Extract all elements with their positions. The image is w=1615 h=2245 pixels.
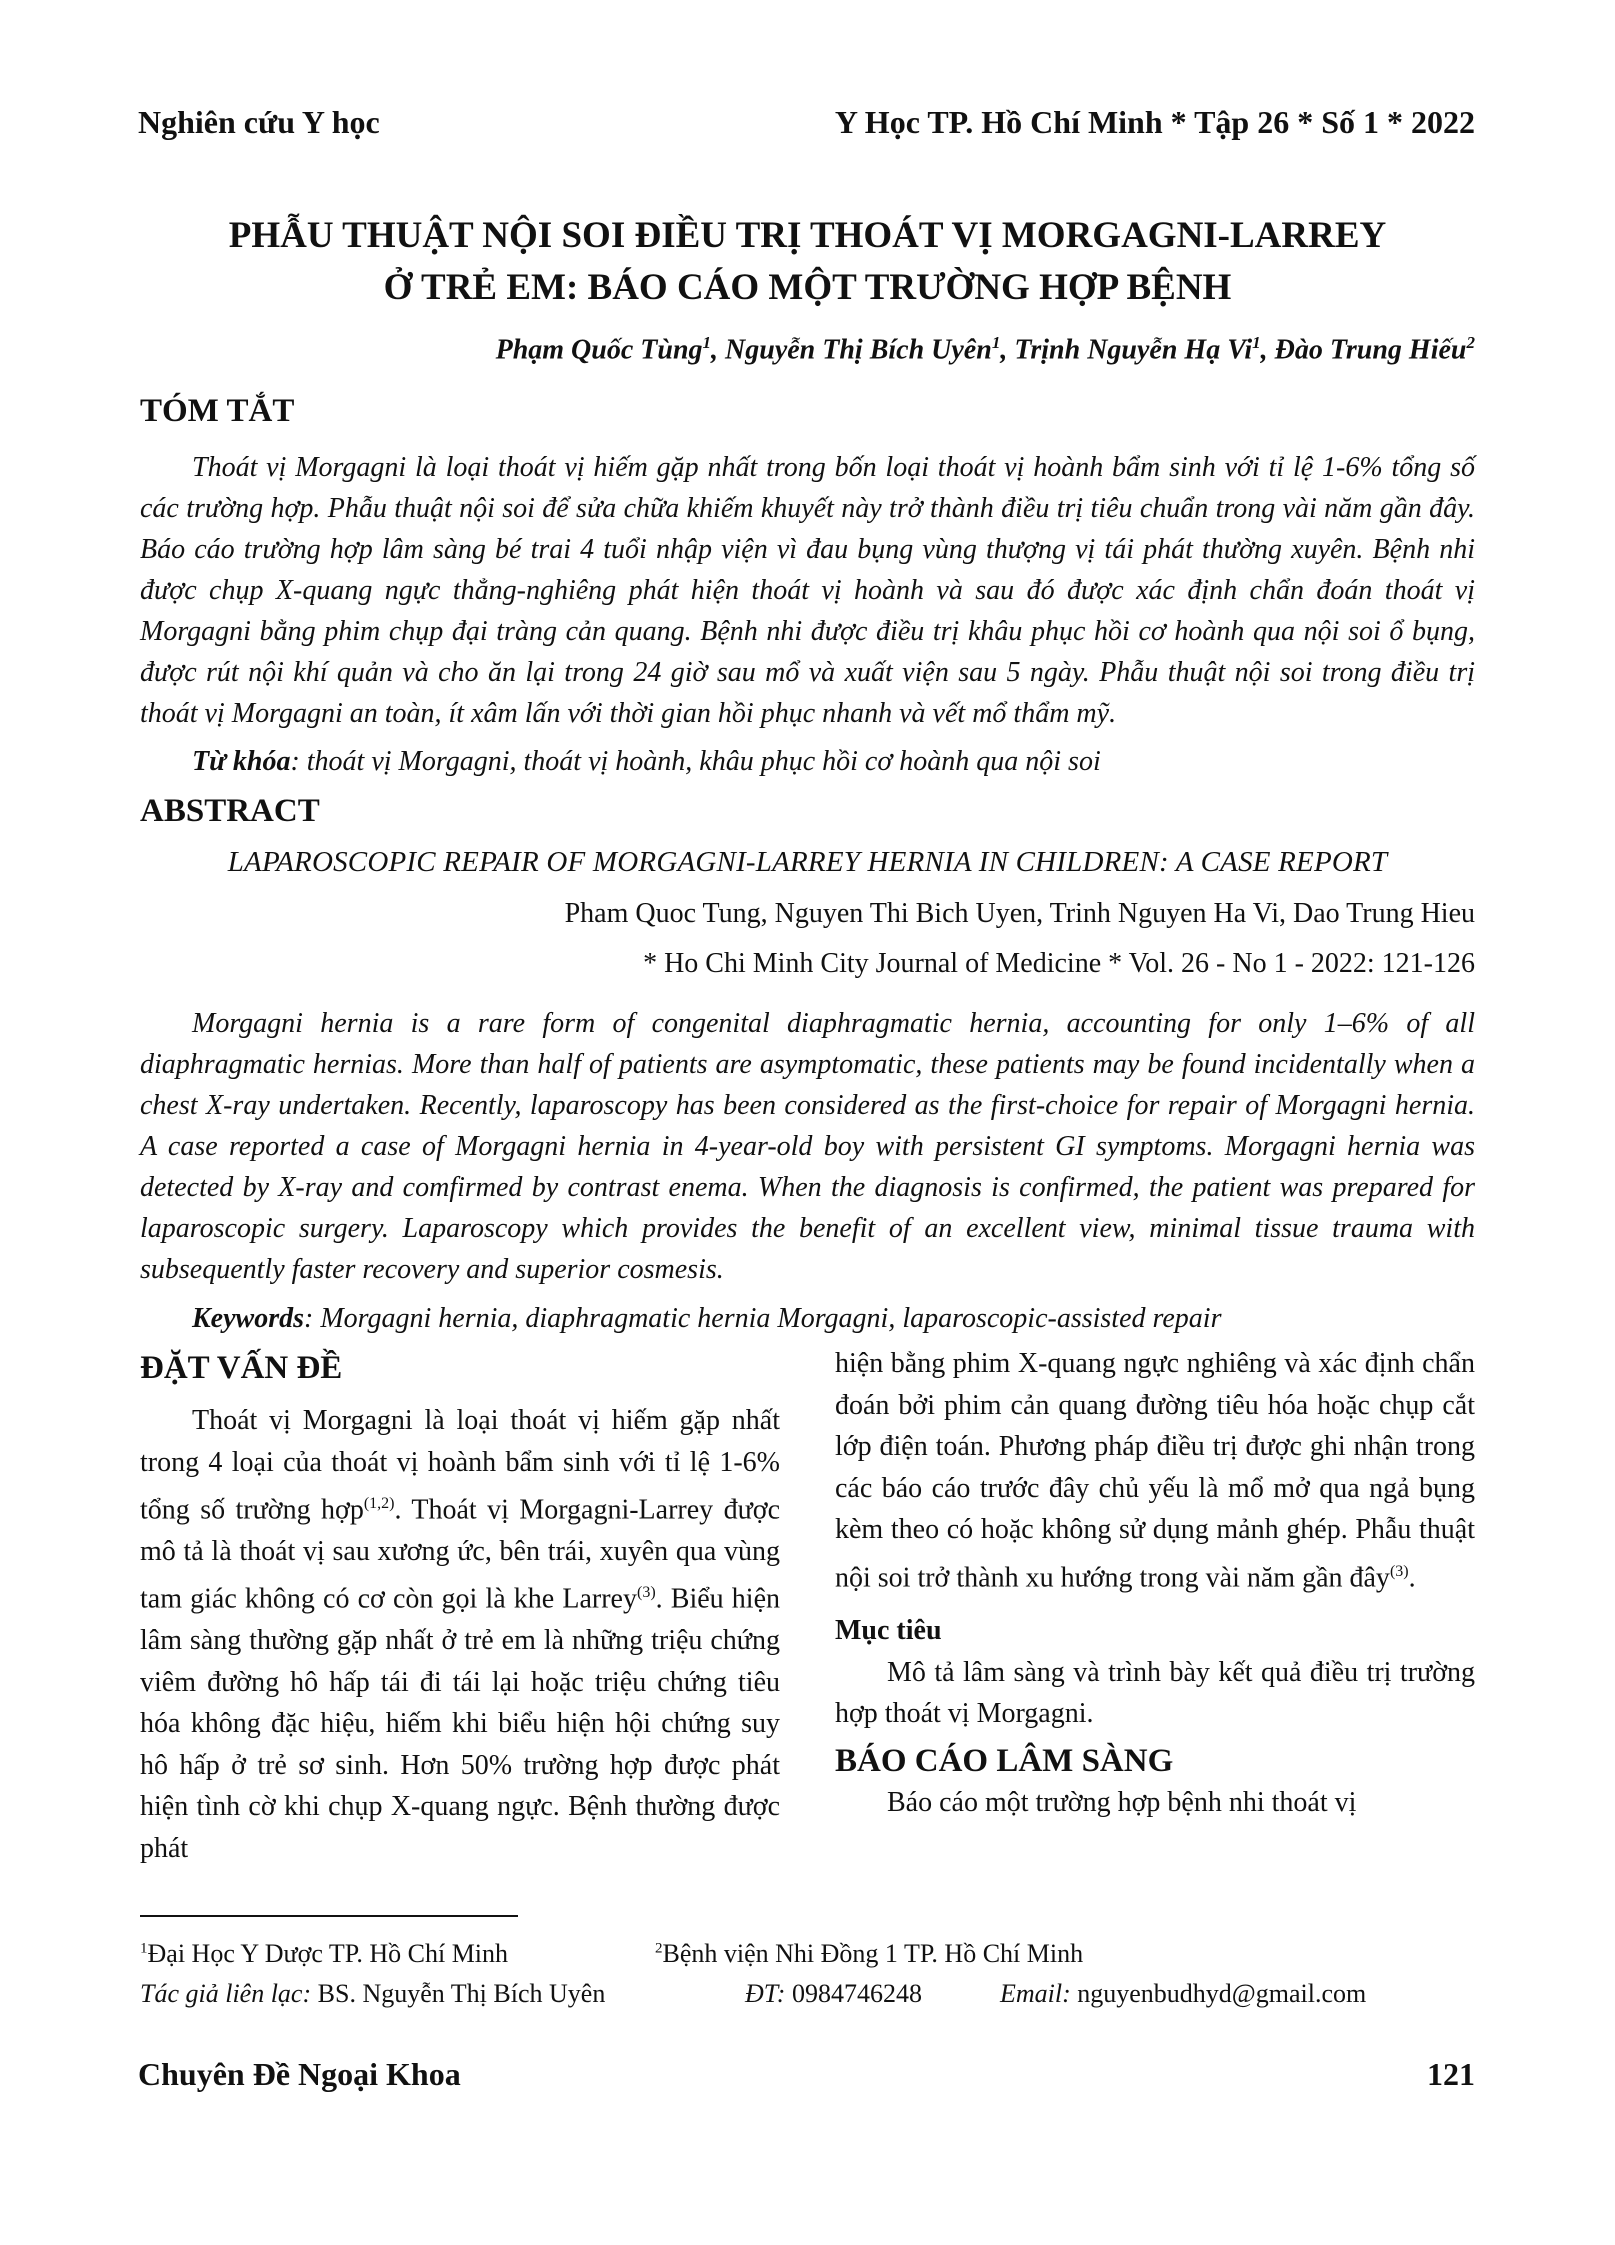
en-keywords-text: : Morgagni hernia, diaphragmatic hernia Morgagni, laparoscopic-assisted repair [304,1303,1222,1334]
intro-text: . Biểu hiện lâm sàng thường gặp nhất ở trẻ em là những triệu chứng viêm đường hô hấp tái đi tái lại hoặc triệu chứng tiêu hóa không đặc hiệu, hiếm khi biểu hiện hội chứng suy hô hấp ở trẻ sơ sinh. Hơn 50% trường hợp được phát hiện tình cờ khi chụp X-quang ngực. Bệnh thường được phát [140,1583,781,1864]
case-report-heading: BÁO CÁO LÂM SÀNG [835,1742,1174,1779]
introduction-paragraph-continued [835,1343,1475,1598]
vi-keywords [192,746,1101,778]
footnote-phone [745,1979,922,2009]
email-label: Email: [1000,1979,1071,2008]
footnote-divider [140,1915,518,1917]
abstract-heading: ABSTRACT [140,793,320,829]
abstract-title: LAPAROSCOPIC REPAIR OF MORGAGNI-LARREY HERNIA IN CHILDREN: A CASE REPORT [227,846,1388,878]
abstract-body: Morgagni hernia is a rare form of congenital diaphragmatic hernia, accounting for only 1–6% of all diaphragmatic hernias. More than half of patients are asymptomatic, these patients may be found incidentally when a chest X-ray undertaken. Recently, laparoscopy has been considered as the first-choice for repair of Morgagni hernia. A case reported a case of Morgagni hernia in 4-year-old boy with persistent GI symptoms. Morgagni hernia was detected by X-ray and comfirmed by contrast enema. When the diagnosis is confirmed, the patient was prepared for laparoscopic surgery. Laparoscopy which provides the benefit of an excellent view, minimal tissue trauma with subsequently faster recovery and superior cosmesis. [140,1008,1475,1285]
footnote-text: Đại Học Y Dược TP. Hồ Chí Minh [147,1939,509,1968]
running-header-right: Y Học TP. Hồ Chí Minh * Tập 26 * Số 1 * 2022 [834,104,1475,140]
abstract-authors: Pham Quoc Tung, Nguyen Thi Bich Uyen, Trinh Nguyen Ha Vi, Dao Trung Hieu [564,898,1475,929]
author-affiliation-mark: 1 [1252,333,1261,352]
author-name: Trịnh Nguyễn Hạ Vi [1014,334,1253,366]
left-column [140,1400,780,1869]
phone-number: 0984746248 [785,1979,922,2008]
introduction-heading: ĐẶT VẤN ĐỀ [140,1350,343,1386]
footnote-email [1000,1979,1366,2009]
contact-label: Tác giả liên lạc: [140,1979,312,2008]
phone-label: ĐT: [745,1979,786,2008]
objective-body: Mô tả lâm sàng và trình bày kết quả điều trị trường hợp thoát vị Morgagni. [835,1656,1475,1730]
author-separator: , [1000,334,1015,366]
citation-ref: (1,2) [363,1495,395,1512]
author-affiliation-mark: 1 [702,333,712,352]
right-column [835,1343,1475,1824]
footnote-mark: 2 [655,1940,663,1957]
introduction-paragraph-1 [140,1400,780,1869]
article-title-line-1: PHẪU THUẬT NỘI SOI ĐIỀU TRỊ THOÁT VỊ MORGAGNI-LARREY [228,215,1387,256]
author-separator: , [711,334,726,366]
vi-keywords-label: Từ khóa [192,746,291,777]
author-affiliation-mark: 1 [991,333,1001,352]
author-list-vietnamese [496,333,1475,366]
abstract-citation: * Ho Chi Minh City Journal of Medicine * Vol. 26 - No 1 - 2022: 121-126 [643,948,1475,979]
footnote-affiliation-1 [140,1939,508,1969]
page-number: 121 [1427,2056,1475,2092]
objective-heading: Mục tiêu [835,1615,942,1647]
article-title-line-2: Ở TRẺ EM: BÁO CÁO MỘT TRƯỜNG HỢP BỆNH [383,267,1232,308]
case-report-body: Báo cáo một trường hợp bệnh nhi thoát vị [887,1787,1357,1819]
running-header-left: Nghiên cứu Y học [138,104,380,140]
author-name: Đào Trung Hiếu [1274,334,1467,366]
running-footer-section: Chuyên Đề Ngoại Khoa [138,2056,461,2092]
summary-body: Thoát vị Morgagni là loại thoát vị hiếm gặp nhất trong bốn loại thoát vị hoành bẩm sinh với tỉ lệ 1-6% tổng số các trường hợp. Phẫu thuật nội soi để sửa chữa khiếm khuyết này trở thành điều trị tiêu chuẩn trong vài năm gần đây. Báo cáo trường hợp lâm sàng bé trai 4 tuổi nhập viện vì đau bụng vùng thượng vị tái phát thường xuyên. Bệnh nhi được chụp X-quang ngực thẳng-nghiêng phát hiện thoát vị hoành và sau đó được xác định chẩn đoán thoát vị Morgagni bằng phim chụp đại tràng cản quang. Bệnh nhi được điều trị khâu phục hồi cơ hoành qua nội soi ổ bụng, được rút nội khí quản và cho ăn lại trong 24 giờ sau mổ và xuất viện sau 5 ngày. Phẫu thuật nội soi trong điều trị thoát vị Morgagni an toàn, ít xâm lấn với thời gian hồi phục nhanh và vết mổ thẩm mỹ. [140,452,1475,729]
author-separator: , [1260,334,1275,366]
footnote-contact [140,1979,605,2009]
footnote-text: Bệnh viện Nhi Đồng 1 TP. Hồ Chí Minh [662,1939,1084,1968]
en-keywords-label: Keywords [192,1303,304,1334]
intro-text: . Thoát vị Morgagni-Larrey được mô tả là thoát vị sau xương ức, bên trái, xuyên qua vùng tam giác không có cơ còn gọi là khe Larrey [140,1494,780,1615]
contact-name: BS. Nguyễn Thị Bích Uyên [311,1979,606,2008]
intro-text: hiện bằng phim X-quang ngực nghiêng và xác định chẩn đoán bởi phim cản quang đường tiêu hóa hoặc chụp cắt lớp điện toán. Phương pháp điều trị được ghi nhận trong các báo cáo trước đây chủ yếu là mổ mở qua ngả bụng kèm theo có hoặc không sử dụng mảnh ghép. Phẫu thuật nội soi trở thành xu hướng trong vài năm gần đây [835,1348,1475,1593]
summary-heading: TÓM TẮT [140,393,295,429]
article-title [140,210,1475,314]
author-name: Phạm Quốc Tùng [495,334,703,366]
intro-text: . [1408,1561,1416,1593]
footnote-affiliation-2 [655,1939,1083,1969]
author-name: Nguyễn Thị Bích Uyên [725,334,992,366]
vi-keywords-text: : thoát vị Morgagni, thoát vị hoành, khâu phục hồi cơ hoành qua nội soi [290,746,1101,777]
email-address: nguyenbudhyd@gmail.com [1070,1979,1367,2008]
citation-ref: (3) [636,1584,656,1602]
author-affiliation-mark: 2 [1466,333,1475,352]
en-keywords [192,1303,1221,1335]
footnote-mark: 1 [140,1940,148,1957]
intro-text: Thoát vị Morgagni là loại thoát vị hiếm gặp nhất trong 4 loại của thoát vị hoành bẩm sinh với tỉ lệ 1-6% tổng số trường hợp [140,1405,780,1526]
citation-ref: (3) [1389,1562,1409,1580]
